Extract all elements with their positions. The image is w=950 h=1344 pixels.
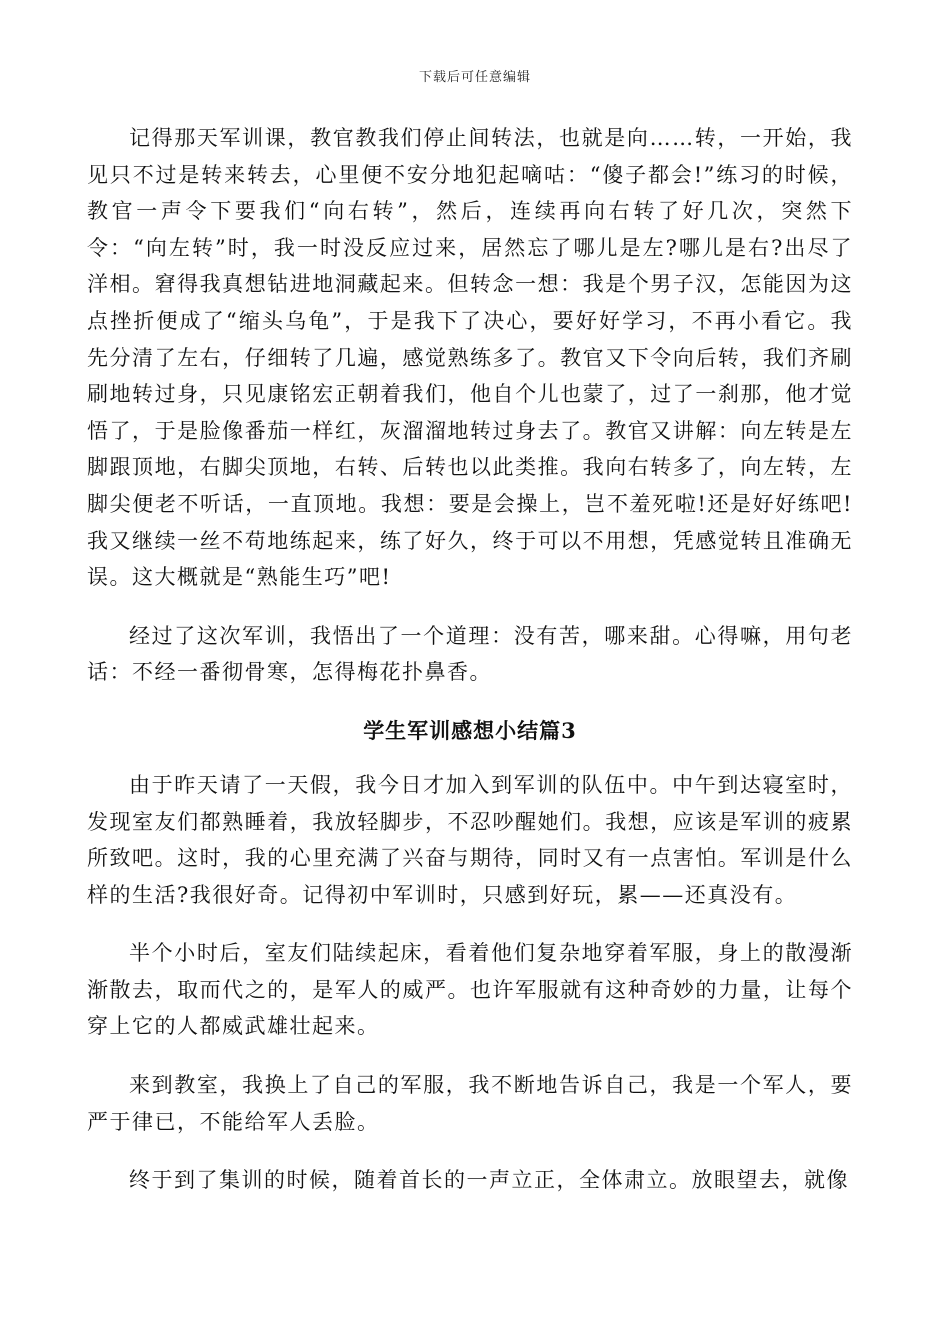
section-title: 学生军训感想小结篇3 — [363, 717, 577, 743]
paragraph: 终于到了集训的时候，随着首长的一声立正，全体肃立。放眼望去，就像 — [129, 1168, 849, 1193]
paragraph: 半个小时后，室友们陆续起床，看着他们复杂地穿着军服，身上的散漫渐渐散去，取而代之的，是军人的威严。也许军服就有这种奇妙的力量，让每个穿上它的人都威武雄壮起来。 — [87, 941, 853, 1039]
paragraph: 记得那天军训课，教官教我们停止间转法，也就是向……转，一开始，我见只不过是转来转去，心里便不安分地犯起嘀咕：“傻子都会!”练习的时候，教官一声令下要我们“向右转”，然后，连续再向右转了好几次，突然下令：“向左转”时，我一时没反应过来，居然忘了哪儿是左?哪儿是右?出尽了洋相。窘得我真想钻进地洞藏起来。但转念一想：我是个男子汉，怎能因为这点挫折便成了“缩头乌龟”，于是我下了决心，要好好学习，不再小看它。我先分清了左右，仔细转了几遍，感觉熟练多了。教官又下令向后转，我们齐刷刷地转过身，只见康铭宏正朝着我们，他自个儿也蒙了，过了一刹那，他才觉悟了，于是脸像番茄一样红，灰溜溜地转过身去了。教官又讲解：向左转是左脚跟顶地，右脚尖顶地，右转、后转也以此类推。我向右转多了，向左转，左脚尖便老不听话，一直顶地。我想：要是会操上，岂不羞死啦!还是好好练吧!我又继续一丝不苟地练起来，练了好久，终于可以不用想，凭感觉转且准确无误。这大概就是“熟能生巧”吧! — [87, 126, 853, 590]
document-body — [87, 120, 853, 1199]
page-header: 下载后可任意编辑 — [418, 70, 531, 85]
paragraph: 来到教室，我换上了自己的军服，我不断地告诉自己，我是一个军人，要严于律已，不能给军人丢脸。 — [87, 1073, 853, 1134]
paragraph: 由于昨天请了一天假，我今日才加入到军训的队伍中。中午到达寝室时，发现室友们都熟睡着，我放轻脚步，不忍吵醒她们。我想，应该是军训的疲累所致吧。这时，我的心里充满了兴奋与期待，同时又有一点害怕。军训是什么样的生活?我很好奇。记得初中军训时，只感到好玩，累——还真没有。 — [87, 772, 853, 907]
paragraph: 经过了这次军训，我悟出了一个道理：没有苦，哪来甜。心得嘛，用句老话：不经一番彻骨寒，怎得梅花扑鼻香。 — [87, 623, 853, 685]
